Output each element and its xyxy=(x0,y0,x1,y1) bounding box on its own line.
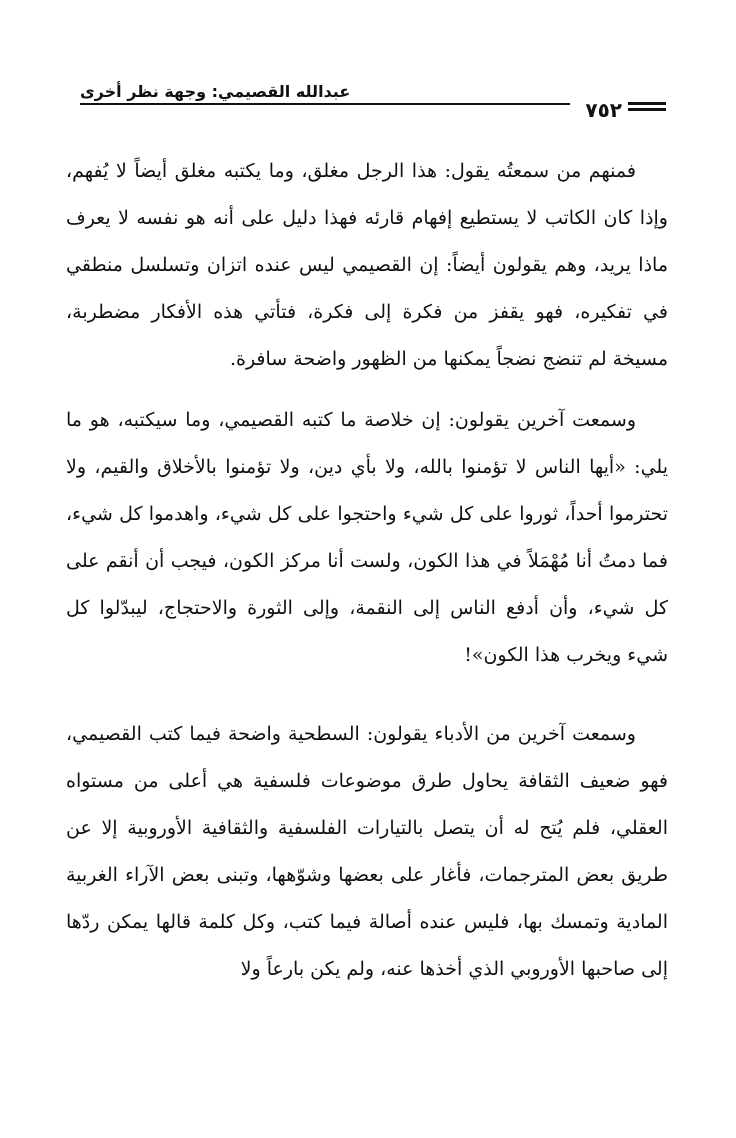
page-header xyxy=(80,76,666,122)
page-number-rule-bottom xyxy=(628,108,666,111)
page-number: ٧٥٢ xyxy=(585,98,622,122)
page-number-rule-top xyxy=(628,102,666,105)
header-rule xyxy=(80,103,570,105)
running-title: عبدالله القصيمي: وجهة نظر أخرى xyxy=(80,82,351,101)
paragraph: وسمعت آخرين يقولون: إن خلاصة ما كتبه القصيمي، وما سيكتبه، هو ما يلي: «أيها الناس لا تؤمنوا بالله، ولا بأي دين، ولا تؤمنوا بالأخلاق والقيم، ولا تحترموا أحداً، ثوروا على كل شيء واحتجوا على كل شيء، واهدموا كل شيء، فما دمتُ أنا مُهْمَلاً في هذا الكون، ولست أنا مركز الكون، فيجب أن أنقم على كل شيء، وأن أدفع الناس إلى النقمة، وإلى الثورة والاحتجاج، ليبدّلوا كل شيء ويخرب هذا الكون»! xyxy=(66,409,668,666)
body-text xyxy=(66,148,668,1007)
paragraph: وسمعت آخرين من الأدباء يقولون: السطحية واضحة فيما كتب القصيمي، فهو ضعيف الثقافة يحاول طرق موضوعات فلسفية هي أعلى من مستواه العقلي، فلم يُتح له أن يتصل بالتيارات الفلسفية والثقافية الأوروبية إلا عن طريق بعض المترجمات، فأغار على بعضها وشوّهها، وتبنى بعض الآراء الغربية المادية وتمسك بها، فليس عنده أصالة فيما كتب، وكل كلمة قالها يمكن ردّها إلى صاحبها الأوروبي الذي أخذها عنه، ولم يكن بارعاً ولا xyxy=(66,723,668,980)
paragraph: فمنهم من سمعتُه يقول: هذا الرجل مغلق، وما يكتبه مغلق أيضاً لا يُفهم، وإذا كان الكاتب لا يستطيع إفهام قارئه فهذا دليل على أنه هو نفسه لا يعرف ماذا يريد، وهم يقولون أيضاً: إن القصيمي ليس عنده اتزان وتسلسل منطقي في تفكيره، فهو يقفز من فكرة إلى فكرة، فتأتي هذه الأفكار مضطربة، مسيخة لم تنضج نضجاً يمكنها من الظهور واضحة سافرة. xyxy=(66,160,668,370)
